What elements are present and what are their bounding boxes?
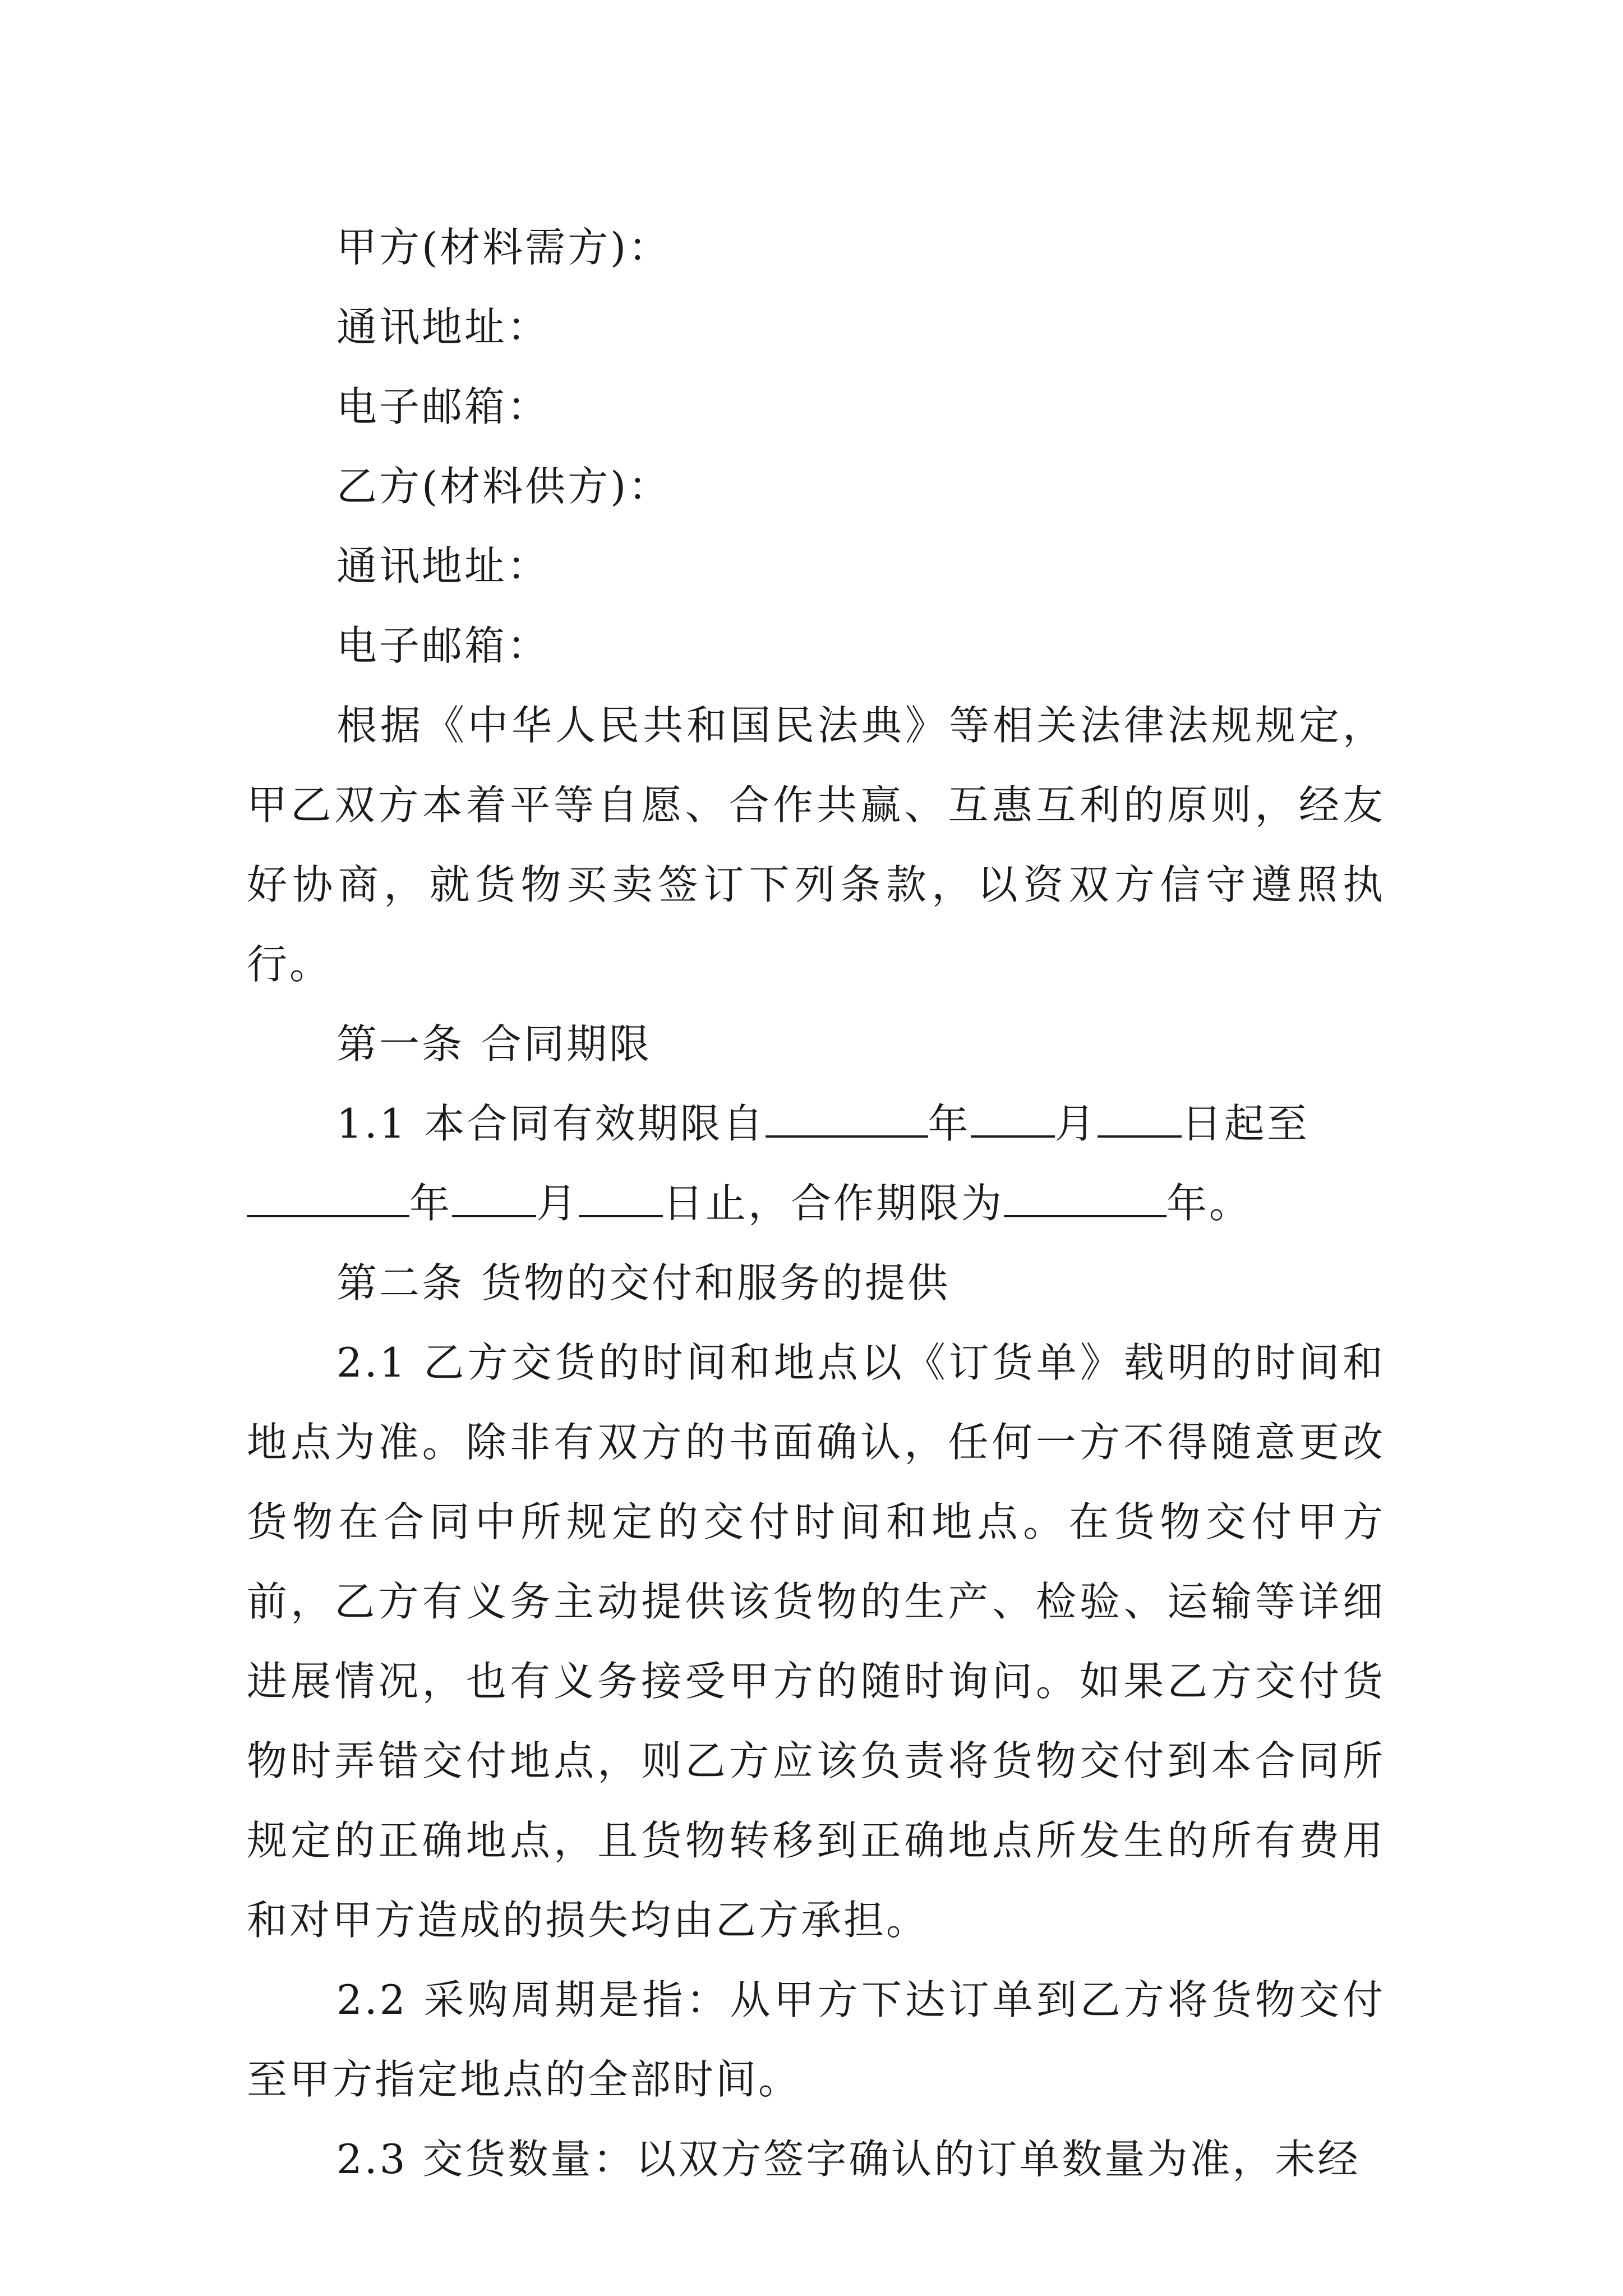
article-1-heading xyxy=(247,1004,1385,1084)
end-month-blank xyxy=(452,1181,536,1217)
end-day-blank xyxy=(579,1181,663,1217)
term-years-blank xyxy=(1004,1181,1166,1217)
clause-2-3-paragraph: 2.3 交货数量：以双方签字确认的订单数量为准，未经 xyxy=(336,2136,1361,2183)
clause-1-1-number: 1.1 xyxy=(336,1100,408,1147)
start-day-unit: 日起至 xyxy=(1181,1100,1310,1147)
clause-2-1-paragraph: 2.1 乙方交货的时间和地点以《订货单》载明的时间和地点为准。除非有双方的书面确认，任何一方不得随意更改货物在合同中所规定的交付时间和地点。在货物交付甲方前，乙方有义务主动提供该货物的生产、检验、运输等详细进展情况，也有义务接受甲方的随时询问。如果乙方交付货物时弄错交付地点，则乙方应该负责将货物交付到本合同所规定的正确地点，且货物转移到正确地点所发生的所有费用和对甲方造成的损失均由乙方承担。 xyxy=(247,1339,1385,1944)
contract-body xyxy=(247,208,1385,2199)
party-b-address-label: 通讯地址： xyxy=(336,542,550,590)
article-2-heading xyxy=(247,1243,1385,1323)
start-year-unit: 年 xyxy=(928,1100,971,1147)
party-b-label: 乙方(材料供方)： xyxy=(336,463,671,510)
preamble-paragraph: 根据《中华人民共和国民法典》等相关法律法规规定，甲乙双方本着平等自愿、合作共赢、互惠互利的原则，经友好协商，就货物买卖签订下列条款，以资双方信守遵照执行。 xyxy=(247,702,1385,988)
start-year-blank xyxy=(766,1102,928,1138)
party-a-email-label: 电子邮箱： xyxy=(336,383,550,430)
term-years-unit: 年。 xyxy=(1166,1180,1252,1227)
start-month-blank xyxy=(971,1102,1055,1138)
party-a-label: 甲方(材料需方)： xyxy=(336,224,671,271)
end-month-unit: 月 xyxy=(536,1180,579,1227)
start-month-unit: 月 xyxy=(1054,1100,1098,1147)
article-1-number: 第一条 xyxy=(336,1020,465,1068)
end-year-blank xyxy=(247,1181,409,1217)
article-2-title: 货物的交付和服务的提供 xyxy=(481,1259,951,1306)
end-year-unit: 年 xyxy=(409,1180,453,1227)
party-a-address-label: 通讯地址： xyxy=(336,303,550,351)
clause-1-1-line-1 xyxy=(247,1084,1385,1163)
end-day-unit: 日止，合作期限为 xyxy=(663,1180,1004,1227)
article-2-number: 第二条 xyxy=(336,1259,465,1306)
clause-2-2-paragraph: 2.2 采购周期是指：从甲方下达订单到乙方将货物交付至甲方指定地点的全部时间。 xyxy=(247,1976,1385,2103)
article-1-title: 合同期限 xyxy=(481,1020,652,1068)
clause-1-1-line-2 xyxy=(247,1163,1385,1243)
start-day-blank xyxy=(1098,1102,1182,1138)
party-b-email-label: 电子邮箱： xyxy=(336,622,550,669)
clause-1-1-prefix: 本合同有效期限自 xyxy=(424,1100,766,1147)
